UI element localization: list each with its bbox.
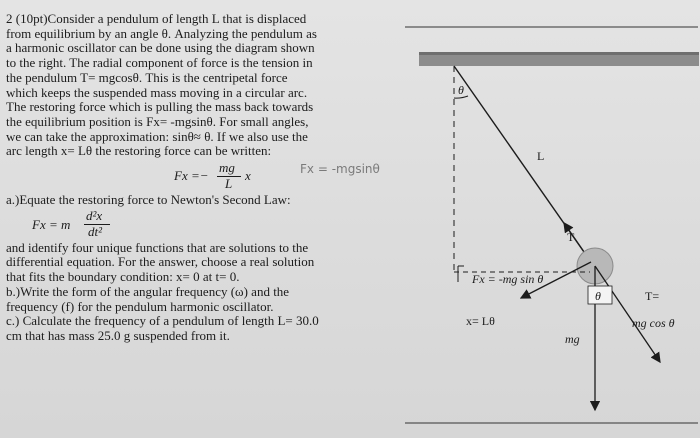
weight-label: mg [565,332,580,346]
radial-tension-label: T= [645,289,660,303]
problem-line: and identify four unique functions that are solutions to the [6,239,309,255]
ceiling-edge [419,52,699,55]
problem-line: arc length x= Lθ the restoring force can be written: [6,143,272,159]
tension-label: T [567,230,575,244]
part-b: b.)Write the form of the angular frequency (ω) and the [6,283,290,299]
handwritten-note: Fx = -mgsinθ [300,162,380,177]
problem-line: the pendulum T= mgcosθ. This is the centripetal force [6,69,288,85]
problem-line: frequency (f) for the pendulum harmonic oscillator. [6,298,274,314]
problem-line: a harmonic oscillator can be done using the diagram shown [6,40,315,56]
theta-mass-label: θ [595,289,601,303]
eq2-numerator: d²x [86,207,103,223]
eq1-denominator: L [225,176,233,192]
radial-component-label: mg cos θ [632,316,675,330]
length-label: L [537,149,545,163]
eq1-numerator: mg [219,160,235,176]
problem-line: we can take the approximation: sinθ≈ θ. If we also use the [6,128,308,144]
problem-line: The restoring force which is pulling the mass back towards [6,99,314,115]
problem-line: differential equation. For the answer, choose a real solution [6,254,315,270]
problem-line: which keeps the suspended mass moving in a circular arc. [6,84,308,100]
problem-line: to the right. The radial component of force is the tension in [6,55,313,71]
part-a: a.)Equate the restoring force to Newton's Second Law: [6,192,291,208]
part-c: c.) Calculate the frequency of a pendulum of length L= 30.0 [6,313,319,329]
restoring-force-label: Fx = -mg sin θ [472,272,544,286]
problem-line: the equilibrium position is Fx= -mgsinθ. For small angles, [6,113,309,129]
eq1-rhs: x [245,168,251,184]
eq2-denominator: dt² [88,223,103,239]
eq1-lhs: Fx =− [174,168,209,184]
arc-length-label: x= Lθ [466,314,495,328]
theta-top-label: θ [458,83,464,97]
problem-line: 2 (10pt)Consider a pendulum of length L that is displaced [6,11,307,26]
radial-weight-component [595,266,660,362]
problem-line: from equilibrium by an angle θ. Analyzing the pendulum as [6,25,317,41]
problem-line: that fits the boundary condition: x= 0 at t= 0. [6,269,240,285]
eq2-lhs: Fx = m [32,216,71,232]
problem-line: cm that has mass 25.0 g suspended from it. [6,327,230,343]
